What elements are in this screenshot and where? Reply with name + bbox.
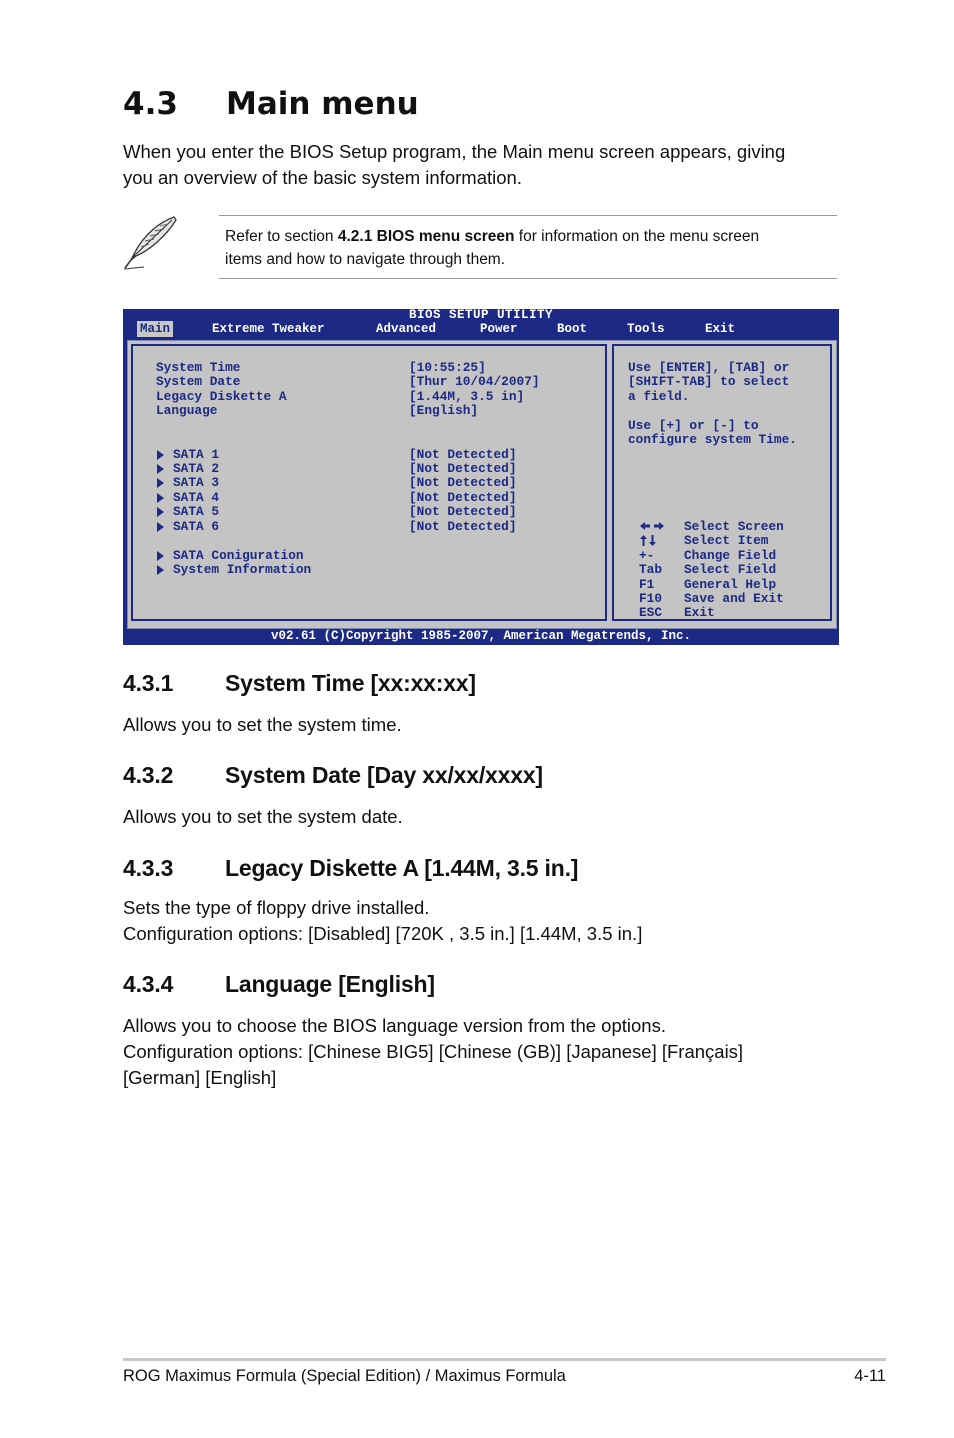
intro-line-2: you an overview of the basic system information. xyxy=(123,167,522,188)
bios-submenu-system-information[interactable]: System Information xyxy=(173,562,312,577)
triangle-right-icon xyxy=(157,464,164,474)
bios-item-sata-6[interactable]: SATA 6 xyxy=(173,519,220,534)
key-desc-change-field: Change Field xyxy=(684,548,777,563)
triangle-right-icon xyxy=(157,493,164,503)
page-title xyxy=(123,86,419,122)
note-box xyxy=(219,215,837,279)
help-line-1: Use [ENTER], [TAB] or xyxy=(628,360,790,375)
bios-tab-extreme-tweaker[interactable]: Extreme Tweaker xyxy=(212,322,325,336)
triangle-right-icon xyxy=(157,478,164,488)
bios-value-sata-6: [Not Detected] xyxy=(409,519,517,534)
bios-item-legacy-diskette[interactable]: Legacy Diskette A xyxy=(156,389,287,404)
bios-item-system-date[interactable]: System Date xyxy=(156,374,241,389)
subsection-text-4-3-1: Allows you to set the system time. xyxy=(123,714,402,735)
bios-screenshot xyxy=(123,309,839,645)
bios-item-sata-3[interactable]: SATA 3 xyxy=(173,475,220,490)
key-desc-exit: Exit xyxy=(684,605,715,620)
key-desc-select-item: Select Item xyxy=(684,533,769,548)
intro-line-1: When you enter the BIOS Setup program, the Main menu screen appears, giving xyxy=(123,141,786,162)
section-title: Main menu xyxy=(226,86,419,122)
subsection-heading-4-3-1: 4.3.1 System Time [xx:xx:xx] xyxy=(123,670,476,696)
key-desc-save-exit: Save and Exit xyxy=(684,591,784,606)
bios-tab-main[interactable]: Main xyxy=(137,321,173,337)
feather-pen-icon xyxy=(122,214,180,272)
bios-help-panel xyxy=(612,344,832,621)
key-f1: F1 xyxy=(639,577,655,592)
bios-value-system-date[interactable]: [Thur 10/04/2007] xyxy=(409,374,540,389)
triangle-right-icon xyxy=(157,565,164,575)
subsection-text-4-3-3: Sets the type of floppy drive installed. Configuration options: [Disabled] [720K , 3.5 in.] [1.44M, 3.5 in.] xyxy=(123,897,643,944)
bios-title: BIOS SETUP UTILITY xyxy=(408,308,554,322)
key-desc-select-field: Select Field xyxy=(684,562,777,577)
key-desc-general-help: General Help xyxy=(684,577,777,592)
intro-paragraph xyxy=(123,139,785,191)
triangle-right-icon xyxy=(157,522,164,532)
bios-tab-exit[interactable]: Exit xyxy=(705,322,736,336)
subsection-text-4-3-2: Allows you to set the system date. xyxy=(123,806,403,827)
note-text: Refer to section 4.2.1 BIOS menu screen for information on the menu screen items and how to navigate through them. xyxy=(225,228,760,268)
note-section-ref: 4.2.1 BIOS menu screen xyxy=(337,228,515,245)
subsection-text-4-3-4: Allows you to choose the BIOS language version from the options. Configuration options: [Chinese BIG5] [Chinese (GB)] [Japanese] [Français] [German] [English] xyxy=(123,1015,744,1088)
triangle-right-icon xyxy=(157,450,164,460)
bios-value-legacy-diskette[interactable]: [1.44M, 3.5 in] xyxy=(409,389,525,404)
bios-item-language[interactable]: Language xyxy=(156,403,218,418)
key-plus-minus: +- xyxy=(639,548,655,563)
bios-value-sata-1: [Not Detected] xyxy=(409,447,517,462)
footer-page-number: 4-11 xyxy=(854,1367,886,1385)
bios-item-system-time[interactable]: System Time xyxy=(156,360,241,375)
triangle-right-icon xyxy=(157,507,164,517)
bios-menu-bar xyxy=(123,321,839,337)
footer-divider xyxy=(123,1358,886,1361)
bios-copyright: v02.61 (C)Copyright 1985-2007, American Megatrends, Inc. xyxy=(270,629,692,643)
bios-item-sata-2[interactable]: SATA 2 xyxy=(173,461,220,476)
bios-tab-tools[interactable]: Tools xyxy=(627,322,665,336)
bios-value-sata-4: [Not Detected] xyxy=(409,490,517,505)
bios-tab-boot[interactable]: Boot xyxy=(557,322,588,336)
key-f10: F10 xyxy=(639,591,663,606)
bios-value-language[interactable]: [English] xyxy=(409,403,479,418)
bios-value-sata-5: [Not Detected] xyxy=(409,504,517,519)
bios-item-sata-5[interactable]: SATA 5 xyxy=(173,504,220,519)
bios-content xyxy=(127,340,837,629)
subsection-heading-4-3-3: 4.3.3 Legacy Diskette A [1.44M, 3.5 in.] xyxy=(123,855,579,881)
bios-tab-power[interactable]: Power xyxy=(480,322,518,336)
key-esc: ESC xyxy=(639,605,663,620)
help-line-6: configure system Time. xyxy=(628,432,797,447)
help-line-5: Use [+] or [-] to xyxy=(628,418,759,433)
bios-item-sata-1[interactable]: SATA 1 xyxy=(173,447,220,462)
help-line-2: [SHIFT-TAB] to select xyxy=(628,374,790,389)
bios-tab-advanced[interactable]: Advanced xyxy=(376,322,437,336)
bios-settings-panel xyxy=(131,344,607,621)
bios-value-sata-3: [Not Detected] xyxy=(409,475,517,490)
bios-value-system-time[interactable]: [10:55:25] xyxy=(409,360,486,375)
footer-product-name: ROG Maximus Formula (Special Edition) / Maximus Formula xyxy=(123,1367,566,1385)
triangle-right-icon xyxy=(157,551,164,561)
subsection-heading-4-3-4: 4.3.4 Language [English] xyxy=(123,971,435,997)
key-tab: Tab xyxy=(639,562,663,577)
bios-item-sata-4[interactable]: SATA 4 xyxy=(173,490,220,505)
help-line-3: a field. xyxy=(628,389,690,404)
bios-value-sata-2: [Not Detected] xyxy=(409,461,517,476)
key-desc-select-screen: Select Screen xyxy=(684,519,784,534)
subsection-heading-4-3-2: 4.3.2 System Date [Day xx/xx/xxxx] xyxy=(123,762,543,788)
section-number: 4.3 xyxy=(123,86,178,122)
bios-submenu-sata-configuration[interactable]: SATA Coniguration xyxy=(173,548,304,563)
